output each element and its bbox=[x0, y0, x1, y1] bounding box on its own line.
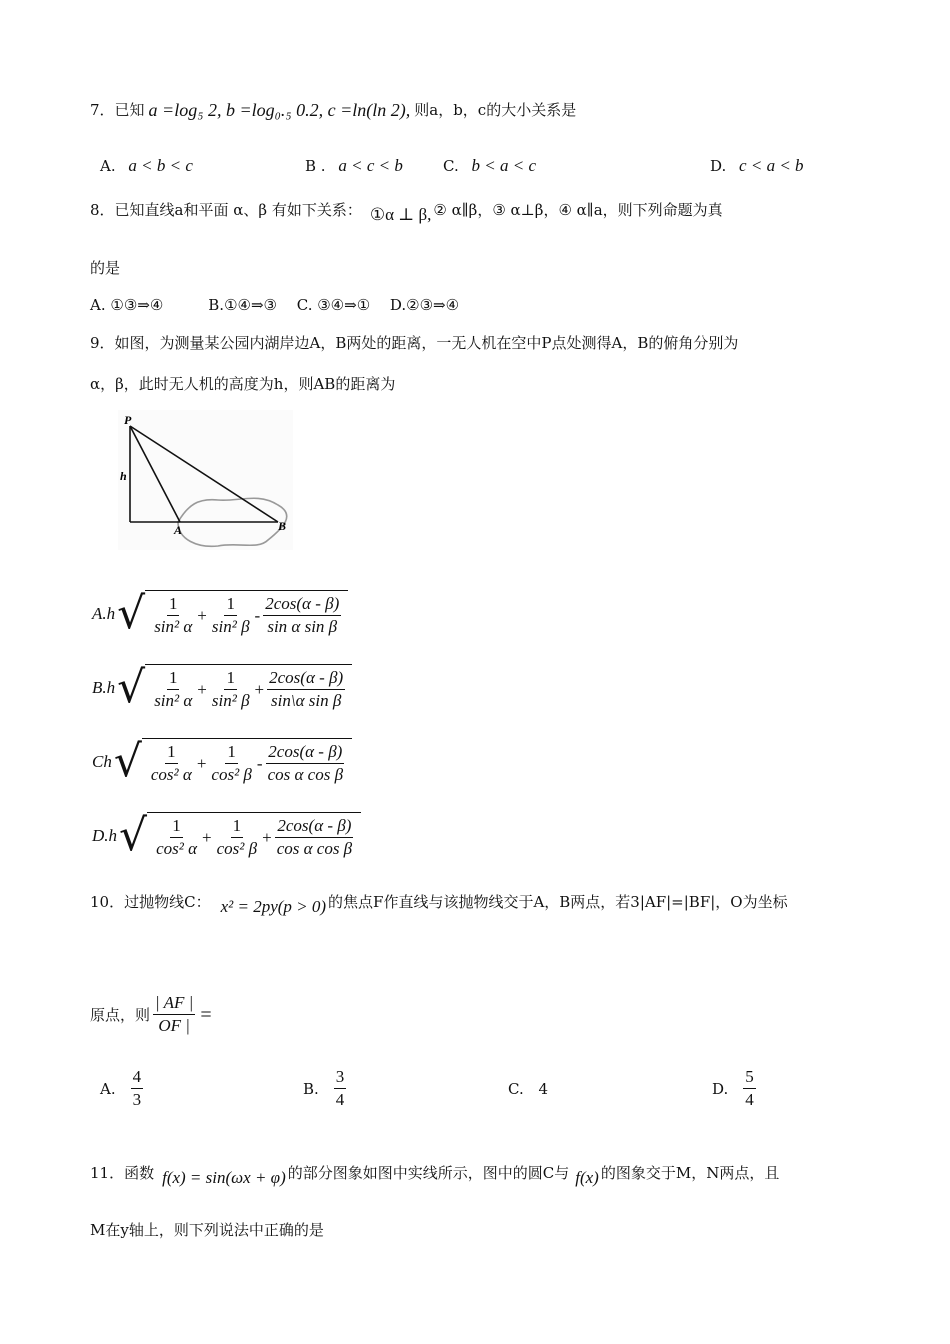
q10-option-b[interactable]: B. $\frac{3}{4}$ bbox=[303, 1067, 345, 1109]
q11-fx: f(x) bbox=[575, 1168, 599, 1187]
q8-relation-1: ①α ⊥ β, bbox=[369, 205, 432, 224]
q10-option-d[interactable]: D. $\frac{5}{4}$ bbox=[712, 1067, 754, 1109]
q10-ratio: $\frac{| AF |}{OF |}$ bbox=[155, 993, 194, 1035]
q9-option-a[interactable]: A.h √ $\frac{1}{\text{sin² α}}$ + $\frac{1}{\text{sin² β}}$ - $\frac{2\cos(\alpha - \beta)}{\text{sin α sin β}}$ bbox=[92, 590, 348, 638]
q10-formula: x² = 2py(p > 0) bbox=[220, 897, 327, 916]
label-B: B bbox=[278, 519, 287, 533]
q10-line2: 原点，则 $\frac{| AF |}{OF |}$ = bbox=[90, 993, 212, 1035]
label-A: A bbox=[174, 523, 183, 537]
q9-option-b[interactable]: B.h √ $\frac{1}{\text{sin² α}}$ + $\frac{1}{\text{sin² β}}$ + $\frac{2\cos(\alpha - \beta)}{\text{sin\textbackslash{}α sin β}}$ bbox=[92, 664, 352, 712]
q9-option-c[interactable]: Ch √ $\frac{1}{\text{cos² α}}$ + $\frac{1}{\text{cos² β}}$ - $\frac{2\cos(\alpha - \beta)}{\text{cos α cos β}}$ bbox=[92, 738, 352, 786]
q7-line bbox=[90, 100, 576, 120]
q8-line bbox=[90, 195, 723, 225]
q11-line2: M在y轴上，则下列说法中正确的是 bbox=[90, 1221, 324, 1239]
q9-line2: α，β，此时无人机的高度为h，则AB的距离为 bbox=[90, 375, 396, 393]
q11-formula: f(x) = sin(ωx + φ) bbox=[162, 1168, 286, 1187]
q7-option-d[interactable]: D. c < a < b bbox=[710, 156, 804, 175]
q9-figure bbox=[118, 410, 293, 550]
q8-text3: 的是 bbox=[90, 259, 121, 277]
q8-text2: ② α∥β，③ α⊥β，④ α∥a，则下列命题为真 bbox=[433, 201, 723, 219]
q7-formula: a =log₅ 2, b =log₀.₅ 0.2, c =ln(ln 2), bbox=[148, 100, 411, 120]
label-h: h bbox=[120, 469, 127, 483]
q7-option-c[interactable]: C. b < a < c bbox=[443, 156, 536, 175]
q7-option-a[interactable]: A. a < b < c bbox=[100, 156, 193, 175]
q10-option-a[interactable]: A. $\frac{4}{3}$ bbox=[100, 1067, 142, 1109]
q8-options: A. ①③⇒④ B.①④⇒③ C. ③④⇒① D.②③⇒④ bbox=[90, 296, 460, 314]
q8-text1: 8．已知直线a和平面 α、β 有如下关系： bbox=[90, 201, 362, 219]
q10-line bbox=[90, 887, 788, 917]
q7-prefix: 7．已知 bbox=[90, 101, 145, 119]
q9-line1: 9．如图，为测量某公园内湖岸边A，B两处的距离，一无人机在空中P点处测得A，B的俯角分别为 bbox=[90, 334, 739, 352]
q10-suffix: 的焦点F作直线与该抛物线交于A，B两点，若3|AF|=|BF|，O为坐标 bbox=[328, 893, 788, 911]
q9-option-d[interactable]: D.h √ $\frac{1}{\text{cos² α}}$ + $\frac{1}{\text{cos² β}}$ + $\frac{2\cos(\alpha - \beta)}{\text{cos α cos β}}$ bbox=[92, 812, 361, 860]
q10-prefix: 10．过抛物线C： bbox=[90, 893, 211, 911]
q11-line: 11．函数 f(x) = sin(ωx + φ) 的部分图象如图中实线所示，图中的圆C与 f(x) 的图象交于M，N两点，且 bbox=[90, 1164, 780, 1187]
q10-option-c[interactable]: C. 4 bbox=[508, 1080, 549, 1098]
label-P: P bbox=[124, 413, 132, 427]
q7-option-b[interactable]: B . a < c < b bbox=[305, 156, 403, 175]
q7-suffix: 则a，b，c的大小关系是 bbox=[414, 101, 577, 119]
